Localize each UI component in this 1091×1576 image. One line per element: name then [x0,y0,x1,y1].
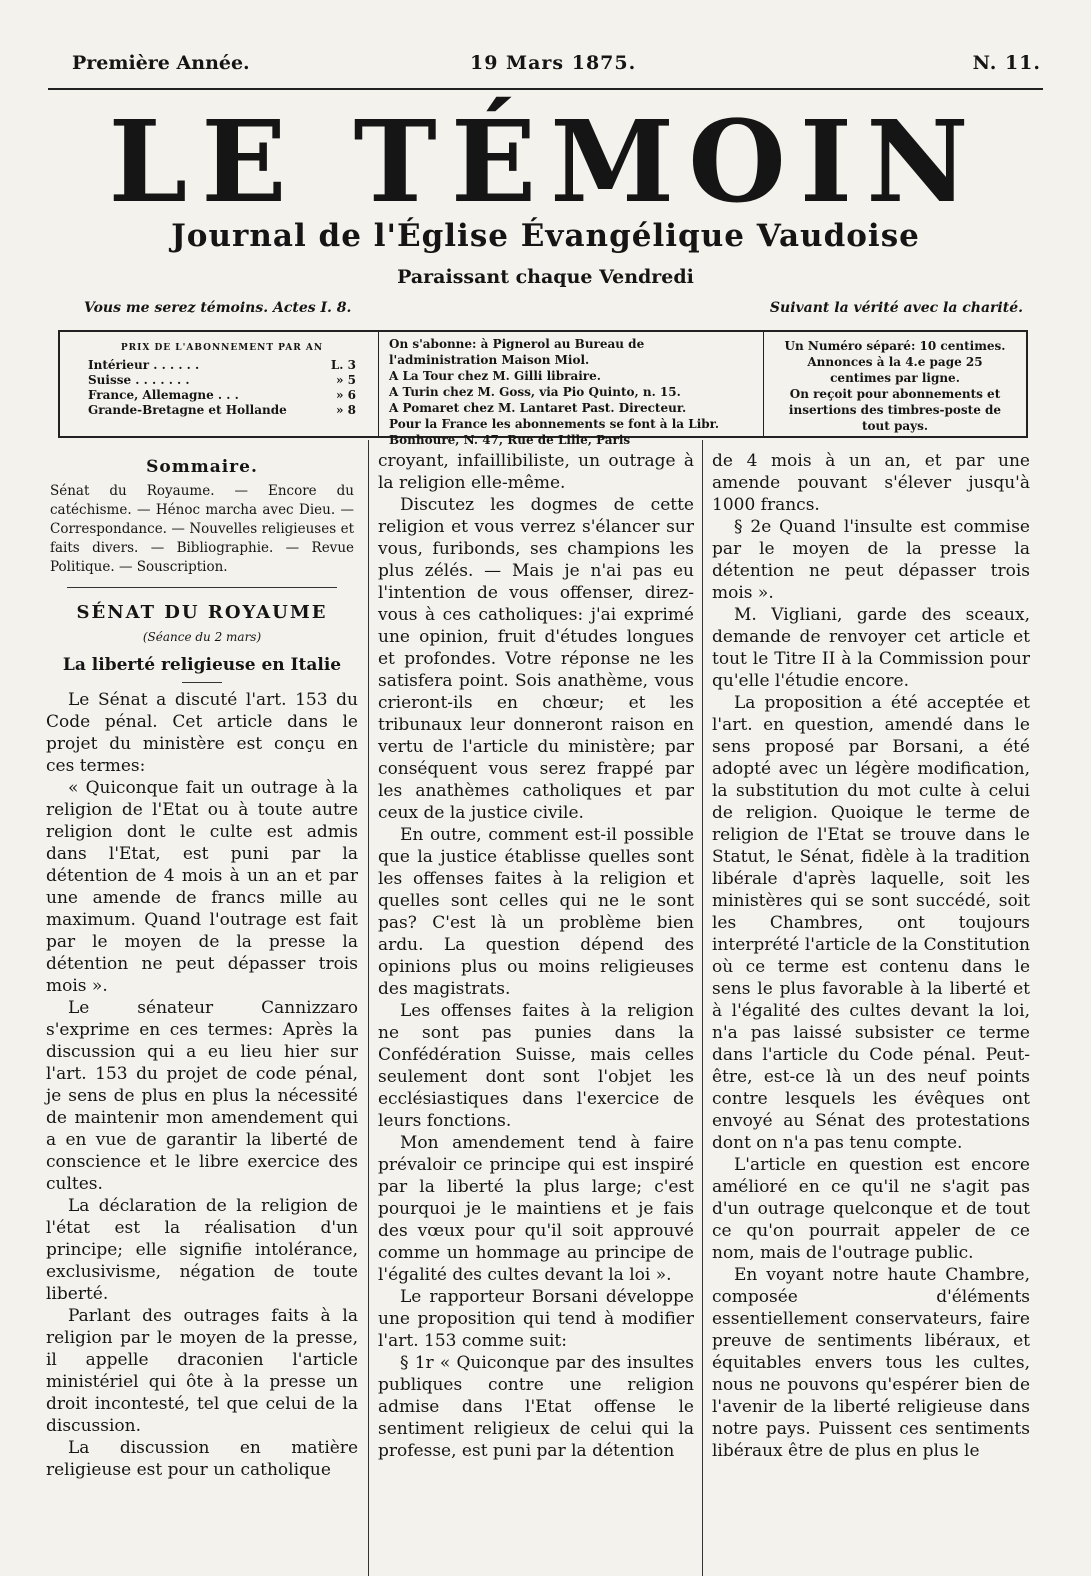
location-line: On s'abonne: à Pignerol au Bureau de l'administration Maison Miol. [389,337,645,367]
paragraph: Le sénateur Cannizzaro s'exprime en ces termes: Après la discussion qui a eu lieu hier sur l'art. 153 du projet de code pénal, je sens de plus en plus la nécessité de maintenir mon amendement qui a en vue de garantir la liberté de conscience et le libre exercice des cultes. [46,998,358,1194]
publication-frequency: Paraissant chaque Vendredi [397,266,694,288]
year-label: Première Année. [72,52,250,74]
newspaper-subtitle: Journal de l'Église Évangélique Vaudoise [171,218,920,254]
session-date: (Séance du 2 mars) [142,630,262,644]
issue-date: 19 Mars 1875. [470,52,637,74]
paragraph: « Quiconque fait un outrage à la religion de l'Etat ou à toute autre religion dont le culte est admis dans l'Etat, est puni par la détention de 4 mois à un an et par une amende de francs mille au maximum. Quand l'outrage est fait par le moyen de la presse la détention ne peut dépasser trois mois ». [46,778,358,996]
note-line: Un Numéro séparé: 10 centimes. [784,339,1006,353]
sommaire-title: Sommaire. [146,457,258,477]
column-divider [368,440,369,1576]
note-line: Annonces à la 4.e page 25 centimes par ligne. [807,355,983,385]
paragraph: La déclaration de la religion de l'état est la réalisation d'un principe; elle signifie intolérance, exclusivisme, négation de toute liberté. [46,1196,358,1304]
price-row: Grande-Bretagne et Hollande » 8 [88,403,356,417]
location-line: Pour la France les abonnements se font à la Libr. Bonhoure, N. 47, Rue de Lille, Paris [389,417,720,447]
newspaper-title: LE TÉMOIN [108,97,983,228]
price-table [60,332,378,436]
issue-line [72,52,1041,80]
section-title: SÉNAT DU ROYAUME [76,602,328,623]
column-divider [702,440,703,1576]
article-headline: La liberté religieuse en Italie [62,655,342,675]
divider [67,587,337,588]
subscription-notes [764,332,1026,436]
column-middle [378,450,694,1462]
price-heading: PRIX DE L'ABONNEMENT PAR AN [120,343,324,353]
price-row: Intérieur . . . . . . L. 3 [88,358,356,372]
price-row: France, Allemagne . . . » 6 [88,388,356,402]
paragraph: La discussion en matière religieuse est pour un catholique [46,1438,358,1480]
paragraph: M. Vigliani, garde des sceaux, demande de renvoyer cet article et tout le Titre II à la Commission pour qu'elle l'étudie encore. [712,605,1030,691]
subscription-locations [378,332,764,447]
motto-right: Suivant la vérité avec la charité. [769,300,1023,316]
paragraph: § 1r « Quiconque par des insultes publiques contre une religion admise dans l'Etat offense le sentiment religieux de celui qui la professe, est puni par la détention [378,1353,694,1461]
issue-number: N. 11. [972,52,1041,74]
column-right [712,450,1030,1462]
divider [182,682,222,683]
location-line: A Pomaret chez M. Lantaret Past. Directeur. [389,401,687,415]
column-left [46,450,358,1481]
price-row: Suisse . . . . . . . » 5 [88,373,356,387]
location-line: A La Tour chez M. Gilli libraire. [389,369,601,383]
paragraph: Les offenses faites à la religion ne sont pas punies dans la Confédération Suisse, mais celles seulement dont sont l'objet les ecclésiastiques dans l'exercice de leurs fonctions. [378,1001,694,1131]
paragraph: Parlant des outrages faits à la religion par le moyen de la presse, il appelle draconien l'article ministériel qui ôte à la presse un droit incontesté, tel que celui de la discussion. [46,1306,358,1436]
subscription-box [58,330,1028,447]
location-line: A Turin chez M. Goss, via Pio Quinto, n. 15. [389,385,681,399]
paragraph: de 4 mois à un an, et par une amende pouvant s'élever jusqu'à 1000 francs. [712,451,1030,515]
paragraph: L'article en question est encore amélioré en ce qu'il ne s'agit pas d'un outrage quelconque et de tout ce qu'on pourrait appeler de ce nom, mais de l'outrage public. [712,1155,1030,1263]
paragraph: Le Sénat a discuté l'art. 153 du Code pénal. Cet article dans le projet du ministère est conçu en ces termes: [46,690,358,776]
paragraph: Discutez les dogmes de cette religion et vous verrez s'élancer sur vous, furibonds, ses champions les plus zélés. — Mais je n'ai pas eu l'intention de vous offenser, direz-vous à ces catholiques: j'ai exprimé une opinion, fruit d'études longues et profondes. Votre réponse ne les satisfera point. Sois anathème, vous crieront-ils en chœur; et les tribunaux leur donneront raison en vertu de l'article du ministère; par conséquent vous serez frappé par les anathèmes catholiques et par ceux de la justice civile. [378,495,694,823]
paragraph: En voyant notre haute Chambre, composée d'éléments essentiellement conservateurs, faire preuve de sentiments libéraux, et équitables envers tous les cultes, nous ne pouvons qu'espérer bien de l'avenir de la liberté religieuse dans notre pays. Puissent ces sentiments libéraux être de plus en plus le [712,1265,1030,1461]
paragraph: Mon amendement tend à faire prévaloir ce principe qui est inspiré par la liberté la plus large; c'est pourquoi je le maintiens et je fais des vœux pour qu'il soit approuvé comme un hommage au principe de l'égalité des cultes devant la loi ». [378,1133,694,1285]
motto-left: Vous me serez témoins. Actes I. 8. [84,300,352,316]
paragraph: La proposition a été acceptée et l'art. en question, amendé dans le sens proposé par Borsani, a été adopté avec un légère modification, la substitution du mot culte à celui de religion. Quoique le terme de religion de l'Etat se trouve dans le Statut, le Sénat, fidèle à la tradition libérale d'après laquelle, soit les ministères qui se sont succédé, soit les Chambres, ont toujours interprété l'article de la Constitution où ce terme est contenu dans le sens le plus favorable à la liberté et à l'égalité des cultes devant la loi, n'a pas laissé subsister ce terme dans l'article du Code pénal. Peut-être, est-ce là un des neuf points contre lesquels les évêques ont envoyé au Sénat des protestations dont on n'a pas tenu compte. [712,693,1030,1153]
note-line: On reçoit pour abonnements et insertions des timbres-poste de tout pays. [788,387,1002,433]
paragraph: § 2e Quand l'insulte est commise par le moyen de la presse la détention ne peut dépasser trois mois ». [712,517,1030,603]
sommaire-text: Sénat du Royaume. — Encore du catéchisme. — Hénoc marcha avec Dieu. — Correspondance. — Nouvelles religieuses et faits divers. — Bibliographie. — Revue Politique. — Souscription. [50,483,354,575]
top-rule [48,88,1043,90]
paragraph: En outre, comment est-il possible que la justice établisse quelles sont les offenses faites à la religion et quelles sont celles qui ne le sont pas? C'est là un problème bien ardu. La question dépend des opinions plus ou moins religieuses des magistrats. [378,825,694,999]
paragraph: croyant, infaillibiliste, un outrage à la religion elle-même. [378,451,694,493]
paragraph: Le rapporteur Borsani développe une proposition qui tend à modifier l'art. 153 comme suit: [378,1287,694,1351]
